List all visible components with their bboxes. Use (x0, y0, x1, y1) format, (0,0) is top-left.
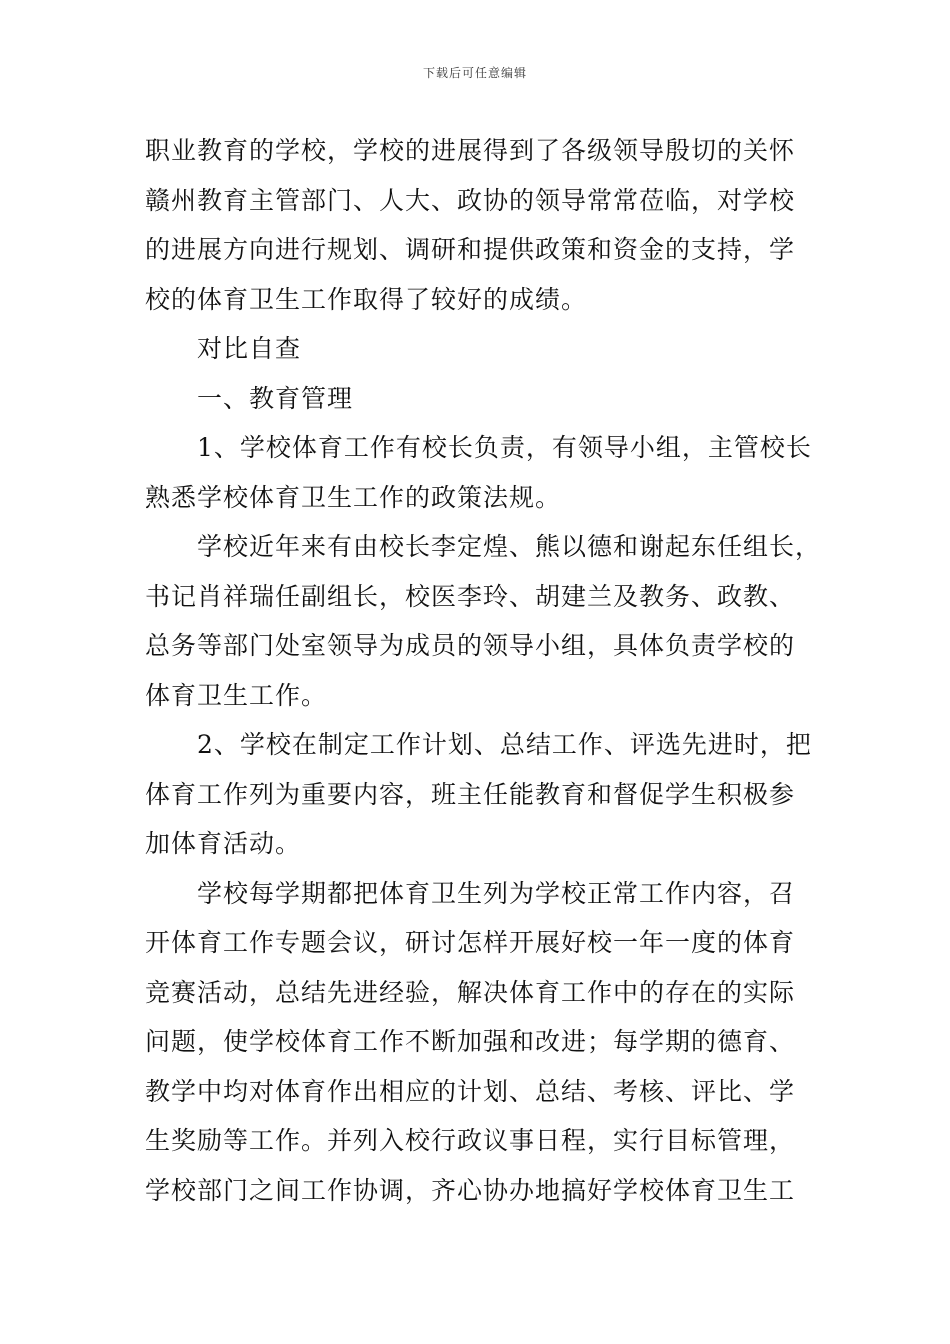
text-line: 体育卫生工作。 (145, 680, 328, 710)
section-heading: 一、教育管理 (197, 383, 354, 413)
text-line: 职业教育的学校，学校的进展得到了各级领导殷切的关怀 (145, 136, 796, 165)
text-line: 学校近年来有由校长李定煌、熊以德和谢起东任组长， (197, 532, 822, 561)
text-line: 1、学校体育工作有校长负责，有领导小组，主管校长 (197, 433, 812, 462)
text-line: 教学中均对体育作出相应的计划、总结、考核、评比、学 (145, 1076, 796, 1106)
text-line: 竞赛活动，总结先进经验，解决体育工作中的存在的实际 (145, 977, 796, 1007)
text-line: 开体育工作专题会议，研讨怎样开展好校一年一度的体育 (145, 928, 796, 957)
text-line: 加体育活动。 (145, 829, 302, 858)
text-line: 总务等部门处室领导为成员的领导小组，具体负责学校的 (145, 631, 796, 660)
text-line: 的进展方向进行规划、调研和提供政策和资金的支持，学 (145, 235, 796, 264)
text-line: 问题，使学校体育工作不断加强和改进；每学期的德育、 (145, 1027, 796, 1056)
text-line: 赣州教育主管部门、人大、政协的领导常常莅临，对学校 (145, 185, 796, 215)
text-line: 校的体育卫生工作取得了较好的成绩。 (145, 284, 588, 314)
text-line: 学校每学期都把体育卫生列为学校正常工作内容，召 (197, 878, 796, 908)
text-line: 书记肖祥瑞任副组长，校医李玲、胡建兰及教务、政教、 (145, 581, 796, 611)
section-heading: 对比自查 (197, 334, 302, 363)
text-line: 熟悉学校体育卫生工作的政策法规。 (145, 482, 562, 512)
document-body (145, 126, 825, 1215)
page-header: 下载后可任意编辑 (422, 66, 527, 80)
text-line: 生奖励等工作。并列入校行政议事日程，实行目标管理， (145, 1126, 796, 1155)
text-line: 体育工作列为重要内容，班主任能教育和督促学生积极参 (145, 779, 796, 809)
text-line: 2、学校在制定工作计划、总结工作、评选先进时，把 (197, 730, 812, 759)
text-line: 学校部门之间工作协调，齐心协办地搞好学校体育卫生工 (145, 1175, 796, 1205)
